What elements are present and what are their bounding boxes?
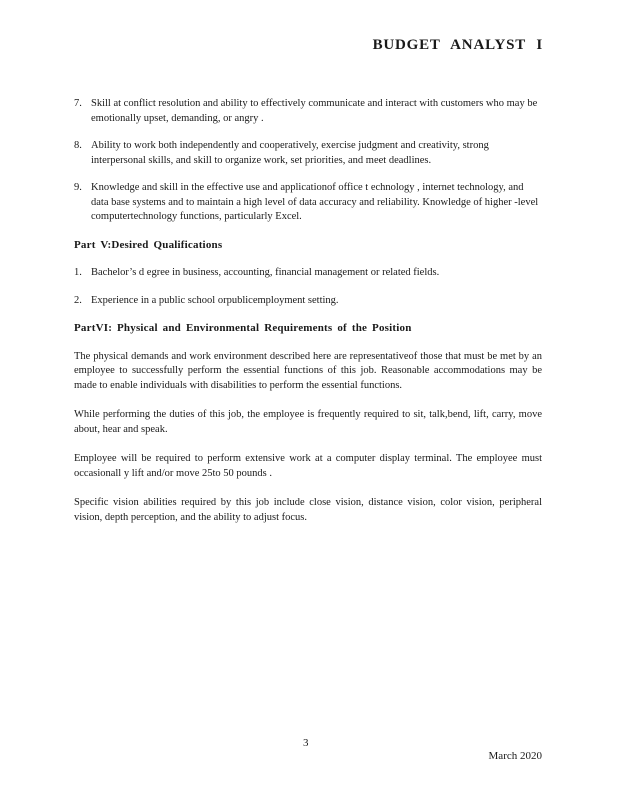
list-item <box>74 181 542 225</box>
list-item <box>74 139 542 168</box>
list-item-text: Knowledge and skill in the effective use and applicationof office t echnology , internet technology, and data base systems and to maintain a high level of data accuracy and reliability. Knowledge of higher -level computertechnology functions, particularly Excel. <box>91 182 539 222</box>
list-item <box>74 294 542 309</box>
paragraph-vision: Specific vision abilities required by this job include close vision, distance vision, color vision, peripheral vision, depth perception, and the ability to adjust focus. <box>74 497 542 523</box>
list-item-number: 1. <box>74 267 82 278</box>
paragraph-duties: While performing the duties of this job, the employee is frequently required to sit, talk,bend, lift, carry, move about, hear and speak. <box>74 409 542 435</box>
footer-date: March 2020 <box>488 750 542 762</box>
paragraph-computer-work: Employee will be required to perform extensive work at a computer display terminal. The employee must occasionall y lift and/or move 25to 50 pounds . <box>74 453 542 479</box>
list-item <box>74 97 542 126</box>
list-item-number: 2. <box>74 294 82 306</box>
page-number: 3 <box>303 737 309 749</box>
list-item-number: 7. <box>74 98 82 109</box>
list-item-text: Bachelor’s d egree in business, accounting, financial management or related fields. <box>91 267 440 278</box>
section-heading-part-v: Part V:Desired Qualifications <box>74 238 223 251</box>
list-item-number: 9. <box>74 182 82 193</box>
list-item-text: Experience in a public school orpublicemployment setting. <box>91 294 339 306</box>
list-item-text: Ability to work both independently and cooperatively, exercise judgment and creativity, strong interpersonal skills, and skill to organize work, set priorities, and meet deadlines. <box>91 140 489 166</box>
list-item-text: Skill at conflict resolution and ability to effectively communicate and interact with customers who may be emotionally upset, demanding, or angry . <box>91 98 538 124</box>
list-item <box>74 266 542 281</box>
paragraph-physical-demands: The physical demands and work environment described here are representativeof those that must be met by an employee to successfully perform the essential functions of this job. Reasonable accommodations may be made to enable individuals with disabilities to perform the essential functions. <box>74 350 542 391</box>
document-title: BUDGET ANALYST I <box>372 37 543 53</box>
document-body <box>74 97 542 540</box>
section-heading-part-vi: PartVI: Physical and Environmental Requirements of the Position <box>74 322 412 334</box>
list-item-number: 8. <box>74 140 82 151</box>
